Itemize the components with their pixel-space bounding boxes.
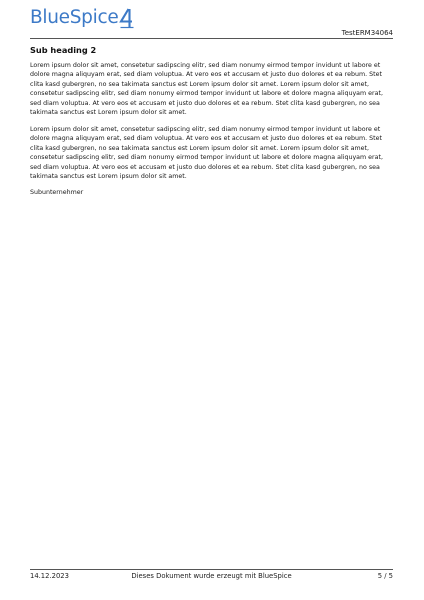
bluespice-logo (30, 6, 135, 30)
logo-text: BlueSpice (30, 7, 119, 28)
body-paragraph-2: Lorem ipsum dolor sit amet, consetetur sadipscing elitr, sed diam nonumy eirmod tempor invidunt ut labore et dolore magna aliquyam erat, sed diam voluptua. At vero eos et accusam et justo duo dolores et ea rebum. Stet clita kasd gubergren, no sea takimata sanctus est Lorem ipsum dolor sit amet. Lorem ipsum dolor sit amet, consetetur sadipscing elitr, sed diam nonumy eirmod tempor invidunt ut labore et dolore magna aliquyam erat, sed diam voluptua. At vero eos et accusam et justo duo dolores et ea rebum. Stet clita kasd gubergren, no sea takimata sanctus est Lorem ipsum dolor sit amet. (30, 125, 383, 180)
footer-date: 14.12.2023 (30, 572, 69, 580)
page-content (30, 45, 393, 198)
sub-heading: Sub heading 2 (30, 45, 97, 55)
header-divider (30, 38, 393, 39)
footer-page-number: 5 / 5 (377, 572, 393, 580)
body-paragraph-3: Subunternehmer (30, 189, 84, 197)
body-paragraph-1: Lorem ipsum dolor sit amet, consetetur sadipscing elitr, sed diam nonumy eirmod tempor invidunt ut labore et dolore magna aliquyam erat, sed diam voluptua. At vero eos et accusam et justo duo dolores et ea rebum. Stet clita kasd gubergren, no sea takimata sanctus est Lorem ipsum dolor sit amet. Lorem ipsum dolor sit amet, consetetur sadipscing elitr, sed diam nonumy eirmod tempor invidunt ut labore et dolore magna aliquyam erat, sed diam voluptua. At vero eos et accusam et justo duo dolores et ea rebum. Stet clita kasd gubergren, no sea takimata sanctus est Lorem ipsum dolor sit amet. (30, 62, 383, 117)
footer-generated-by: Dieses Dokument wurde erzeugt mit BlueSpice (131, 572, 292, 580)
logo-four-numeral-icon (119, 7, 135, 29)
document-id: TestERM34064 (341, 29, 393, 37)
footer-divider (30, 569, 393, 570)
